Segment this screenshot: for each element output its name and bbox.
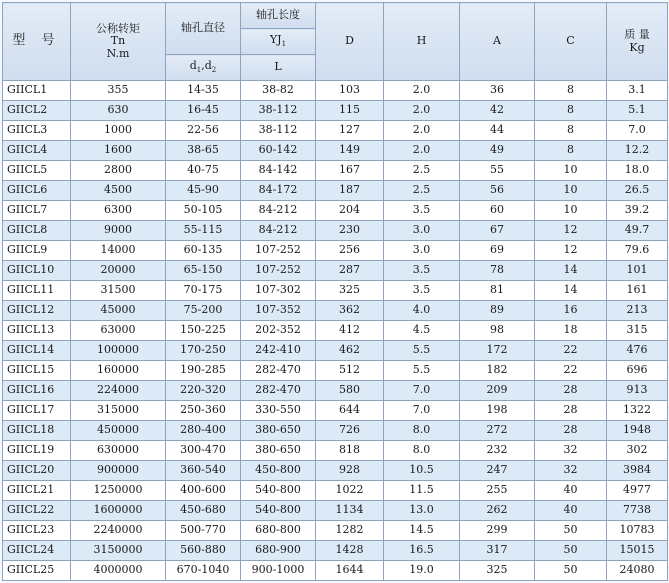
cell-model: GIICL16 xyxy=(3,381,71,401)
cell-D: 1644 xyxy=(316,561,384,581)
cell-model: GIICL23 xyxy=(3,521,71,541)
cell-l: 84-172 xyxy=(241,181,316,201)
cell-kg: 12.2 xyxy=(607,141,668,161)
cell-D: 512 xyxy=(316,361,384,381)
table-row xyxy=(3,241,668,261)
cell-model: GIICL5 xyxy=(3,161,71,181)
cell-tn: 14000 xyxy=(71,241,166,261)
cell-kg: 101 xyxy=(607,261,668,281)
cell-D: 149 xyxy=(316,141,384,161)
cell-model: GIICL13 xyxy=(3,321,71,341)
cell-model: GIICL25 xyxy=(3,561,71,581)
cell-D: 412 xyxy=(316,321,384,341)
cell-model: GIICL22 xyxy=(3,501,71,521)
cell-C: 10 xyxy=(535,201,607,221)
cell-kg: 10783 xyxy=(607,521,668,541)
cell-C: 40 xyxy=(535,481,607,501)
cell-d: 300-470 xyxy=(166,441,241,461)
cell-A: 55 xyxy=(460,161,535,181)
cell-kg: 15015 xyxy=(607,541,668,561)
header-A: A xyxy=(460,3,535,81)
cell-C: 28 xyxy=(535,401,607,421)
cell-kg: 5.1 xyxy=(607,101,668,121)
cell-l: 84-212 xyxy=(241,201,316,221)
table-row xyxy=(3,561,668,581)
cell-kg: 315 xyxy=(607,321,668,341)
cell-d: 280-400 xyxy=(166,421,241,441)
cell-tn: 63000 xyxy=(71,321,166,341)
cell-tn: 3150000 xyxy=(71,541,166,561)
cell-l: 540-800 xyxy=(241,481,316,501)
cell-A: 232 xyxy=(460,441,535,461)
cell-l: 38-82 xyxy=(241,81,316,101)
cell-D: 928 xyxy=(316,461,384,481)
cell-C: 40 xyxy=(535,501,607,521)
table-row xyxy=(3,421,668,441)
cell-l: 107-252 xyxy=(241,241,316,261)
table-row xyxy=(3,201,668,221)
table-row xyxy=(3,161,668,181)
cell-C: 18 xyxy=(535,321,607,341)
cell-C: 50 xyxy=(535,541,607,561)
cell-H: 2.0 xyxy=(384,141,460,161)
cell-C: 22 xyxy=(535,361,607,381)
cell-tn: 45000 xyxy=(71,301,166,321)
cell-tn: 9000 xyxy=(71,221,166,241)
header-torque-symbol: Tn xyxy=(110,34,126,48)
cell-H: 7.0 xyxy=(384,401,460,421)
cell-C: 12 xyxy=(535,221,607,241)
cell-tn: 160000 xyxy=(71,361,166,381)
cell-l: 107-352 xyxy=(241,301,316,321)
table-row xyxy=(3,481,668,501)
cell-tn: 224000 xyxy=(71,381,166,401)
cell-kg: 24080 xyxy=(607,561,668,581)
cell-l: 60-142 xyxy=(241,141,316,161)
table-row xyxy=(3,521,668,541)
table-row xyxy=(3,461,668,481)
cell-H: 2.0 xyxy=(384,121,460,141)
cell-model: GIICL12 xyxy=(3,301,71,321)
cell-d: 22-56 xyxy=(166,121,241,141)
header-yj-sub: 1 xyxy=(281,40,287,49)
cell-kg: 913 xyxy=(607,381,668,401)
cell-D: 256 xyxy=(316,241,384,261)
header-d-sub1: 1 xyxy=(196,66,202,75)
cell-d: 55-115 xyxy=(166,221,241,241)
cell-kg: 696 xyxy=(607,361,668,381)
cell-C: 8 xyxy=(535,141,607,161)
cell-kg: 7.0 xyxy=(607,121,668,141)
cell-tn: 100000 xyxy=(71,341,166,361)
table-row xyxy=(3,141,668,161)
cell-C: 10 xyxy=(535,181,607,201)
cell-tn: 6300 xyxy=(71,201,166,221)
cell-H: 3.5 xyxy=(384,281,460,301)
cell-A: 98 xyxy=(460,321,535,341)
cell-kg: 1948 xyxy=(607,421,668,441)
cell-A: 255 xyxy=(460,481,535,501)
cell-tn: 355 xyxy=(71,81,166,101)
cell-A: 67 xyxy=(460,221,535,241)
cell-tn: 2240000 xyxy=(71,521,166,541)
cell-kg: 3.1 xyxy=(607,81,668,101)
header-mass-unit: Kg xyxy=(629,40,645,54)
cell-tn: 31500 xyxy=(71,281,166,301)
cell-H: 2.5 xyxy=(384,161,460,181)
cell-A: 272 xyxy=(460,421,535,441)
cell-l: 84-142 xyxy=(241,161,316,181)
cell-model: GIICL11 xyxy=(3,281,71,301)
header-torque-unit: N.m xyxy=(106,46,130,60)
cell-A: 172 xyxy=(460,341,535,361)
cell-tn: 900000 xyxy=(71,461,166,481)
cell-kg: 161 xyxy=(607,281,668,301)
cell-d: 170-250 xyxy=(166,341,241,361)
cell-d: 450-680 xyxy=(166,501,241,521)
cell-l: 38-112 xyxy=(241,101,316,121)
cell-kg: 79.6 xyxy=(607,241,668,261)
cell-kg: 49.7 xyxy=(607,221,668,241)
cell-l: 242-410 xyxy=(241,341,316,361)
cell-l: 450-800 xyxy=(241,461,316,481)
cell-D: 127 xyxy=(316,121,384,141)
cell-d: 400-600 xyxy=(166,481,241,501)
cell-H: 5.5 xyxy=(384,361,460,381)
header-d-rest: ,d xyxy=(201,59,212,73)
cell-l: 202-352 xyxy=(241,321,316,341)
cell-d: 500-770 xyxy=(166,521,241,541)
table-row xyxy=(3,301,668,321)
cell-d: 220-320 xyxy=(166,381,241,401)
cell-d: 75-200 xyxy=(166,301,241,321)
cell-A: 69 xyxy=(460,241,535,261)
cell-model: GIICL15 xyxy=(3,361,71,381)
cell-C: 28 xyxy=(535,421,607,441)
cell-C: 10 xyxy=(535,161,607,181)
cell-D: 230 xyxy=(316,221,384,241)
cell-D: 1282 xyxy=(316,521,384,541)
table-row xyxy=(3,361,668,381)
table-row xyxy=(3,81,668,101)
table-row xyxy=(3,401,668,421)
cell-kg: 26.5 xyxy=(607,181,668,201)
cell-l: 107-302 xyxy=(241,281,316,301)
cell-tn: 630000 xyxy=(71,441,166,461)
cell-model: GIICL9 xyxy=(3,241,71,261)
coupling-spec-table xyxy=(2,2,668,581)
cell-model: GIICL19 xyxy=(3,441,71,461)
cell-A: 325 xyxy=(460,561,535,581)
cell-kg: 1322 xyxy=(607,401,668,421)
cell-H: 8.0 xyxy=(384,441,460,461)
cell-model: GIICL1 xyxy=(3,81,71,101)
cell-model: GIICL10 xyxy=(3,261,71,281)
cell-l: 900-1000 xyxy=(241,561,316,581)
cell-d: 38-65 xyxy=(166,141,241,161)
table-row xyxy=(3,341,668,361)
cell-model: GIICL4 xyxy=(3,141,71,161)
cell-tn: 450000 xyxy=(71,421,166,441)
cell-A: 49 xyxy=(460,141,535,161)
cell-D: 204 xyxy=(316,201,384,221)
cell-C: 14 xyxy=(535,261,607,281)
cell-d: 16-45 xyxy=(166,101,241,121)
header-yj xyxy=(241,29,316,55)
cell-H: 7.0 xyxy=(384,381,460,401)
cell-H: 11.5 xyxy=(384,481,460,501)
cell-D: 187 xyxy=(316,181,384,201)
cell-H: 10.5 xyxy=(384,461,460,481)
cell-C: 50 xyxy=(535,521,607,541)
cell-model: GIICL14 xyxy=(3,341,71,361)
header-torque xyxy=(71,3,166,81)
cell-A: 247 xyxy=(460,461,535,481)
cell-A: 317 xyxy=(460,541,535,561)
cell-kg: 302 xyxy=(607,441,668,461)
cell-H: 19.0 xyxy=(384,561,460,581)
cell-d: 250-360 xyxy=(166,401,241,421)
header-C: C xyxy=(535,3,607,81)
cell-model: GIICL8 xyxy=(3,221,71,241)
cell-A: 36 xyxy=(460,81,535,101)
table-row xyxy=(3,221,668,241)
table-row xyxy=(3,281,668,301)
cell-H: 4.0 xyxy=(384,301,460,321)
cell-tn: 1000 xyxy=(71,121,166,141)
cell-kg: 4977 xyxy=(607,481,668,501)
header-bore-length: 轴孔长度 xyxy=(241,3,316,29)
cell-A: 89 xyxy=(460,301,535,321)
cell-d: 65-150 xyxy=(166,261,241,281)
table-row xyxy=(3,541,668,561)
cell-l: 680-900 xyxy=(241,541,316,561)
cell-l: 380-650 xyxy=(241,421,316,441)
cell-A: 60 xyxy=(460,201,535,221)
table-row xyxy=(3,121,668,141)
cell-d: 70-175 xyxy=(166,281,241,301)
cell-D: 1134 xyxy=(316,501,384,521)
cell-D: 167 xyxy=(316,161,384,181)
header-D: D xyxy=(316,3,384,81)
cell-D: 287 xyxy=(316,261,384,281)
header-H: H xyxy=(384,3,460,81)
cell-H: 8.0 xyxy=(384,421,460,441)
cell-A: 44 xyxy=(460,121,535,141)
cell-A: 182 xyxy=(460,361,535,381)
cell-A: 198 xyxy=(460,401,535,421)
cell-A: 209 xyxy=(460,381,535,401)
header-mass-title: 质 量 xyxy=(624,27,650,41)
header-d1-d2 xyxy=(166,55,241,81)
table-body xyxy=(3,81,668,581)
cell-C: 8 xyxy=(535,121,607,141)
cell-d: 560-880 xyxy=(166,541,241,561)
cell-H: 4.5 xyxy=(384,321,460,341)
header-mass xyxy=(607,3,668,81)
cell-tn: 1600000 xyxy=(71,501,166,521)
cell-H: 2.0 xyxy=(384,101,460,121)
cell-kg: 39.2 xyxy=(607,201,668,221)
table-row xyxy=(3,441,668,461)
cell-l: 84-212 xyxy=(241,221,316,241)
cell-D: 1428 xyxy=(316,541,384,561)
cell-D: 462 xyxy=(316,341,384,361)
cell-D: 1022 xyxy=(316,481,384,501)
cell-C: 12 xyxy=(535,241,607,261)
header-model: 型 号 xyxy=(3,3,71,81)
cell-H: 2.5 xyxy=(384,181,460,201)
cell-tn: 20000 xyxy=(71,261,166,281)
cell-kg: 476 xyxy=(607,341,668,361)
cell-A: 78 xyxy=(460,261,535,281)
cell-H: 2.0 xyxy=(384,81,460,101)
cell-D: 115 xyxy=(316,101,384,121)
table-row xyxy=(3,381,668,401)
cell-A: 81 xyxy=(460,281,535,301)
table-row xyxy=(3,501,668,521)
header-torque-title: 公称转矩 xyxy=(96,21,140,35)
cell-H: 3.0 xyxy=(384,241,460,261)
header-d-text: d xyxy=(189,59,197,73)
cell-C: 8 xyxy=(535,81,607,101)
table-row xyxy=(3,321,668,341)
cell-model: GIICL24 xyxy=(3,541,71,561)
cell-l: 540-800 xyxy=(241,501,316,521)
cell-A: 262 xyxy=(460,501,535,521)
cell-tn: 1600 xyxy=(71,141,166,161)
cell-d: 45-90 xyxy=(166,181,241,201)
cell-l: 330-550 xyxy=(241,401,316,421)
cell-model: GIICL6 xyxy=(3,181,71,201)
header-d-sub2: 2 xyxy=(211,66,217,75)
cell-l: 380-650 xyxy=(241,441,316,461)
cell-d: 190-285 xyxy=(166,361,241,381)
cell-C: 28 xyxy=(535,381,607,401)
cell-l: 38-112 xyxy=(241,121,316,141)
cell-tn: 2800 xyxy=(71,161,166,181)
cell-kg: 18.0 xyxy=(607,161,668,181)
cell-C: 14 xyxy=(535,281,607,301)
cell-tn: 1250000 xyxy=(71,481,166,501)
header-L: L xyxy=(241,55,316,81)
cell-model: GIICL21 xyxy=(3,481,71,501)
cell-H: 14.5 xyxy=(384,521,460,541)
cell-D: 644 xyxy=(316,401,384,421)
cell-model: GIICL3 xyxy=(3,121,71,141)
cell-A: 42 xyxy=(460,101,535,121)
cell-H: 13.0 xyxy=(384,501,460,521)
table-row xyxy=(3,101,668,121)
cell-model: GIICL17 xyxy=(3,401,71,421)
table-row xyxy=(3,181,668,201)
cell-model: GIICL2 xyxy=(3,101,71,121)
cell-model: GIICL18 xyxy=(3,421,71,441)
cell-kg: 213 xyxy=(607,301,668,321)
cell-d: 150-225 xyxy=(166,321,241,341)
cell-d: 670-1040 xyxy=(166,561,241,581)
cell-D: 580 xyxy=(316,381,384,401)
cell-d: 360-540 xyxy=(166,461,241,481)
cell-d: 14-35 xyxy=(166,81,241,101)
cell-H: 3.0 xyxy=(384,221,460,241)
cell-kg: 3984 xyxy=(607,461,668,481)
cell-l: 282-470 xyxy=(241,361,316,381)
header-bore-diameter: 轴孔直径 xyxy=(166,3,241,55)
cell-d: 60-135 xyxy=(166,241,241,261)
cell-D: 362 xyxy=(316,301,384,321)
cell-H: 3.5 xyxy=(384,201,460,221)
cell-D: 103 xyxy=(316,81,384,101)
cell-kg: 7738 xyxy=(607,501,668,521)
cell-l: 680-800 xyxy=(241,521,316,541)
cell-tn: 315000 xyxy=(71,401,166,421)
cell-D: 726 xyxy=(316,421,384,441)
cell-A: 56 xyxy=(460,181,535,201)
cell-A: 299 xyxy=(460,521,535,541)
cell-model: GIICL20 xyxy=(3,461,71,481)
cell-C: 32 xyxy=(535,461,607,481)
cell-d: 40-75 xyxy=(166,161,241,181)
cell-C: 32 xyxy=(535,441,607,461)
cell-H: 16.5 xyxy=(384,541,460,561)
cell-C: 50 xyxy=(535,561,607,581)
cell-tn: 4500 xyxy=(71,181,166,201)
cell-d: 50-105 xyxy=(166,201,241,221)
cell-H: 5.5 xyxy=(384,341,460,361)
cell-D: 325 xyxy=(316,281,384,301)
cell-D: 818 xyxy=(316,441,384,461)
header-yj-text: YJ xyxy=(269,33,282,47)
cell-tn: 4000000 xyxy=(71,561,166,581)
cell-l: 107-252 xyxy=(241,261,316,281)
table-header xyxy=(3,3,668,81)
table-row xyxy=(3,261,668,281)
cell-C: 8 xyxy=(535,101,607,121)
cell-model: GIICL7 xyxy=(3,201,71,221)
cell-tn: 630 xyxy=(71,101,166,121)
cell-l: 282-470 xyxy=(241,381,316,401)
cell-C: 22 xyxy=(535,341,607,361)
cell-C: 16 xyxy=(535,301,607,321)
cell-H: 3.5 xyxy=(384,261,460,281)
